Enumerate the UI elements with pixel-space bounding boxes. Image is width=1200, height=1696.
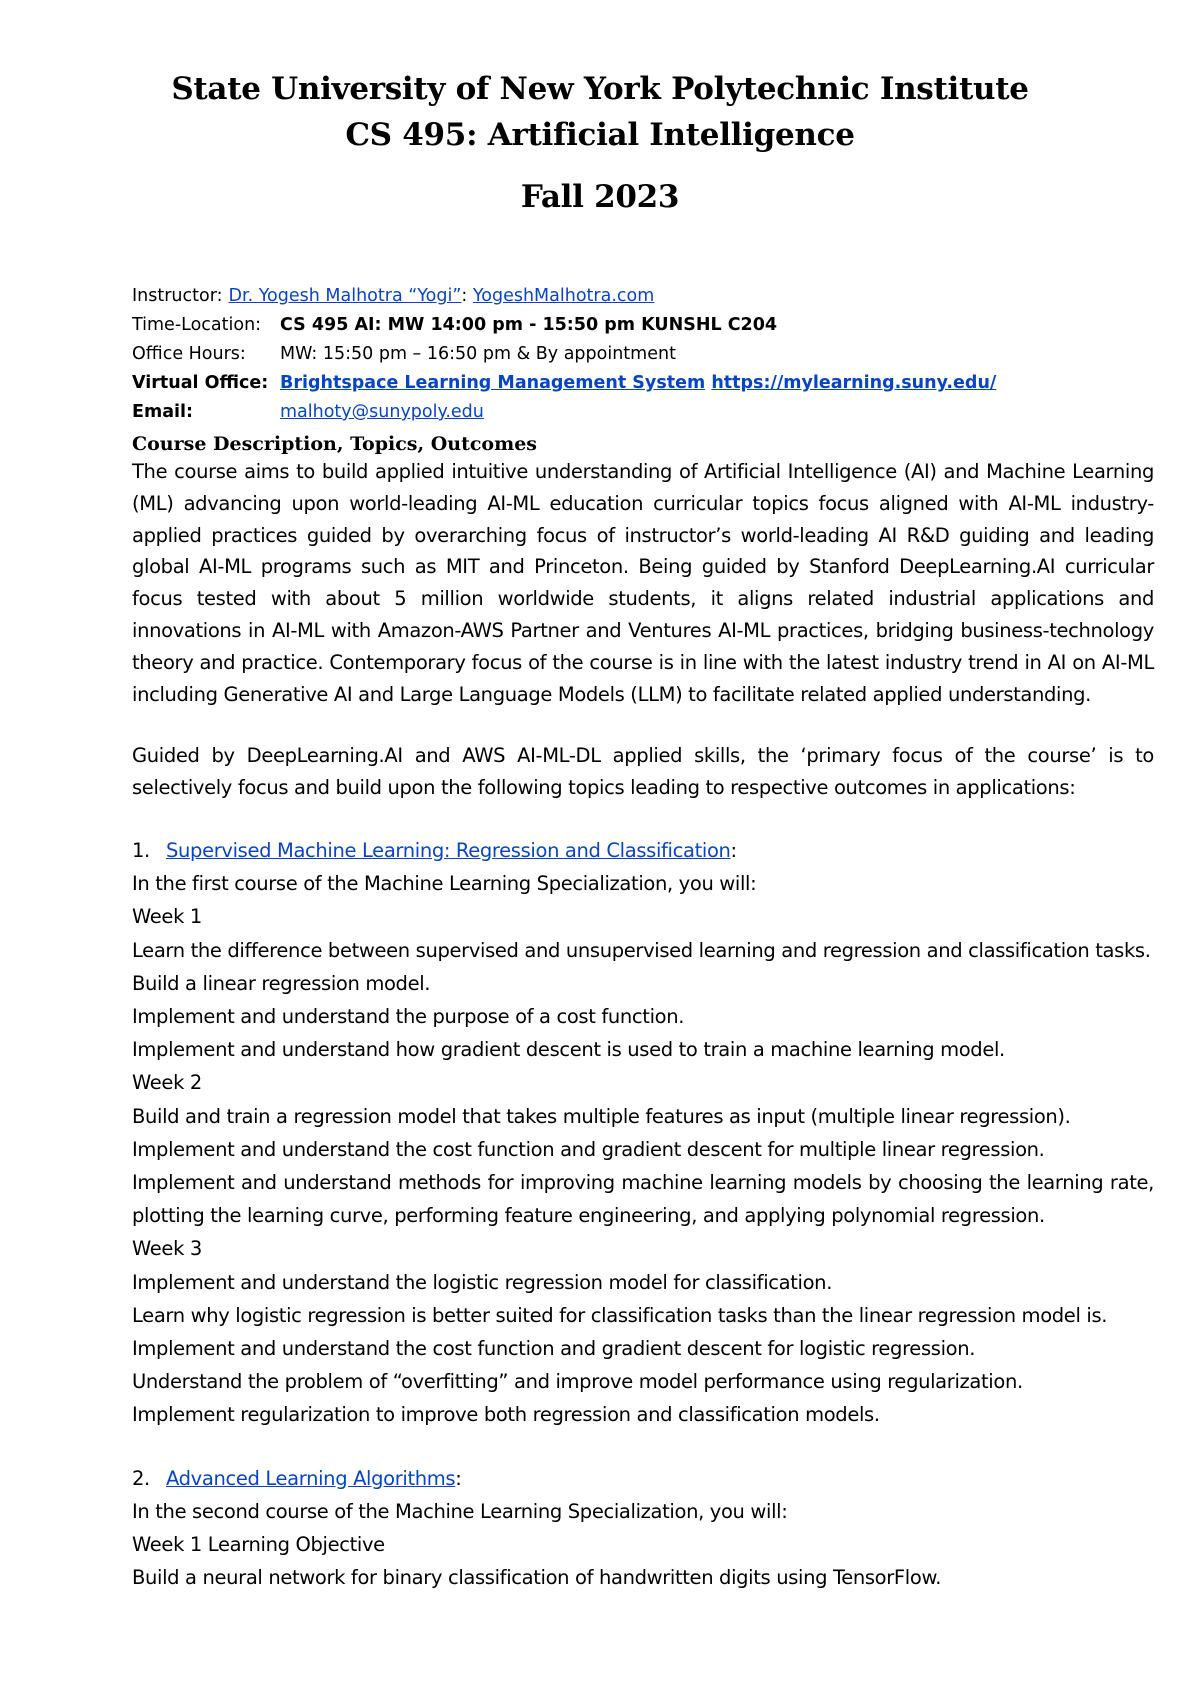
list-item: Implement and understand the purpose of a cost function. bbox=[132, 1004, 685, 1028]
instructor-label: Instructor: bbox=[132, 286, 223, 306]
topic-2-intro: In the second course of the Machine Learning Specialization, you will: bbox=[132, 1499, 788, 1523]
topic-1-week-1: Week 1 bbox=[132, 905, 202, 929]
virtual-office-row bbox=[132, 369, 996, 398]
topic-1-heading bbox=[132, 834, 1154, 867]
topic-1-colon: : bbox=[730, 838, 737, 862]
topic-1-week-3: Week 3 bbox=[132, 1237, 202, 1261]
email-link[interactable]: malhoty@sunypoly.edu bbox=[280, 402, 484, 422]
time-location-value: CS 495 AI: MW 14:00 pm - 15:50 pm KUNSHL C204 bbox=[280, 315, 778, 335]
office-hours-label: Office Hours: bbox=[132, 344, 246, 364]
topic-2-colon: : bbox=[455, 1466, 462, 1490]
list-item: Build and train a regression model that takes multiple features as input (multiple linear regression). bbox=[132, 1104, 1071, 1128]
instructor-row bbox=[132, 282, 996, 311]
topic-1-number: 1. bbox=[132, 838, 150, 862]
course-info bbox=[132, 282, 996, 427]
topic-2-heading bbox=[132, 1462, 1154, 1495]
instructor-name-link[interactable]: Dr. Yogesh Malhotra “Yogi” bbox=[228, 286, 462, 306]
mylearning-url-link[interactable]: https://mylearning.suny.edu/ bbox=[711, 373, 997, 393]
topic-2-link[interactable]: Advanced Learning Algorithms bbox=[166, 1466, 456, 1490]
email-row bbox=[132, 398, 996, 427]
description-paragraph-2: Guided by DeepLearning.AI and AWS AI-ML-DL applied skills, the ‘primary focus of the course’ is to selectively focus and build upon the following topics leading to respective outcomes in applications: bbox=[132, 744, 1154, 800]
document-body bbox=[132, 432, 1154, 1594]
topic-2-number: 2. bbox=[132, 1466, 150, 1490]
instructor-site-link[interactable]: YogeshMalhotra.com bbox=[472, 286, 655, 306]
document-header bbox=[0, 66, 1200, 220]
course-title: CS 495: Artificial Intelligence bbox=[345, 117, 855, 153]
time-location-label: Time-Location: bbox=[132, 315, 262, 335]
virtual-office-label: Virtual Office: bbox=[132, 373, 269, 393]
topic-1-intro: In the first course of the Machine Learning Specialization, you will: bbox=[132, 872, 757, 896]
topic-1-week-2: Week 2 bbox=[132, 1071, 202, 1095]
office-hours-value: MW: 15:50 pm – 16:50 pm & By appointment bbox=[280, 344, 676, 364]
list-item: Implement and understand the logistic regression model for classification. bbox=[132, 1270, 833, 1294]
list-item: Implement and understand methods for improving machine learning models by choosing the learning rate, plotting the learning curve, performing feature engineering, and applying polynomial regression. bbox=[132, 1171, 1154, 1228]
list-item: Build a linear regression model. bbox=[132, 971, 431, 995]
description-paragraph-1: The course aims to build applied intuitive understanding of Artificial Intelligence (AI) and Machine Learning (ML) advancing upon world-leading AI-ML education curricular topics focus aligned with AI-ML industry-applied practices guided by overarching focus of instructor’s world-leading AI R&D guiding and leading global AI-ML programs such as MIT and Princeton. Being guided by Stanford DeepLearning.AI curricular focus tested with about 5 million worldwide students, it aligns related industrial applications and innovations in AI-ML with Amazon-AWS Partner and Ventures AI-ML practices, bridging business-technology theory and practice. Contemporary focus of the course is in line with the latest industry trend in AI on AI-ML including Generative AI and Large Language Models (LLM) to facilitate related applied understanding. bbox=[132, 460, 1154, 706]
email-label: Email: bbox=[132, 402, 193, 422]
university-title: State University of New York Polytechnic Institute bbox=[171, 71, 1029, 107]
topic-2-week-1: Week 1 Learning Objective bbox=[132, 1533, 385, 1557]
instructor-separator: : bbox=[461, 286, 468, 306]
description-heading: Course Description, Topics, Outcomes bbox=[132, 433, 537, 455]
topic-1-link[interactable]: Supervised Machine Learning: Regression and Classification bbox=[166, 838, 731, 862]
list-item: Implement and understand the cost function and gradient descent for logistic regression. bbox=[132, 1337, 976, 1361]
office-hours-row bbox=[132, 340, 996, 369]
time-location-row bbox=[132, 311, 996, 340]
list-item: Implement and understand how gradient descent is used to train a machine learning model. bbox=[132, 1038, 1005, 1062]
list-item: Learn the difference between supervised and unsupervised learning and regression and classification tasks. bbox=[132, 938, 1151, 962]
list-item: Implement and understand the cost function and gradient descent for multiple linear regression. bbox=[132, 1137, 1045, 1161]
list-item: Understand the problem of “overfitting” and improve model performance using regularization. bbox=[132, 1370, 1023, 1394]
list-item: Implement regularization to improve both regression and classification models. bbox=[132, 1403, 880, 1427]
list-item: Build a neural network for binary classification of handwritten digits using TensorFlow. bbox=[132, 1566, 942, 1590]
brightspace-link[interactable]: Brightspace Learning Management System bbox=[280, 373, 706, 393]
list-item: Learn why logistic regression is better suited for classification tasks than the linear regression model is. bbox=[132, 1303, 1108, 1327]
term-title: Fall 2023 bbox=[520, 179, 680, 215]
